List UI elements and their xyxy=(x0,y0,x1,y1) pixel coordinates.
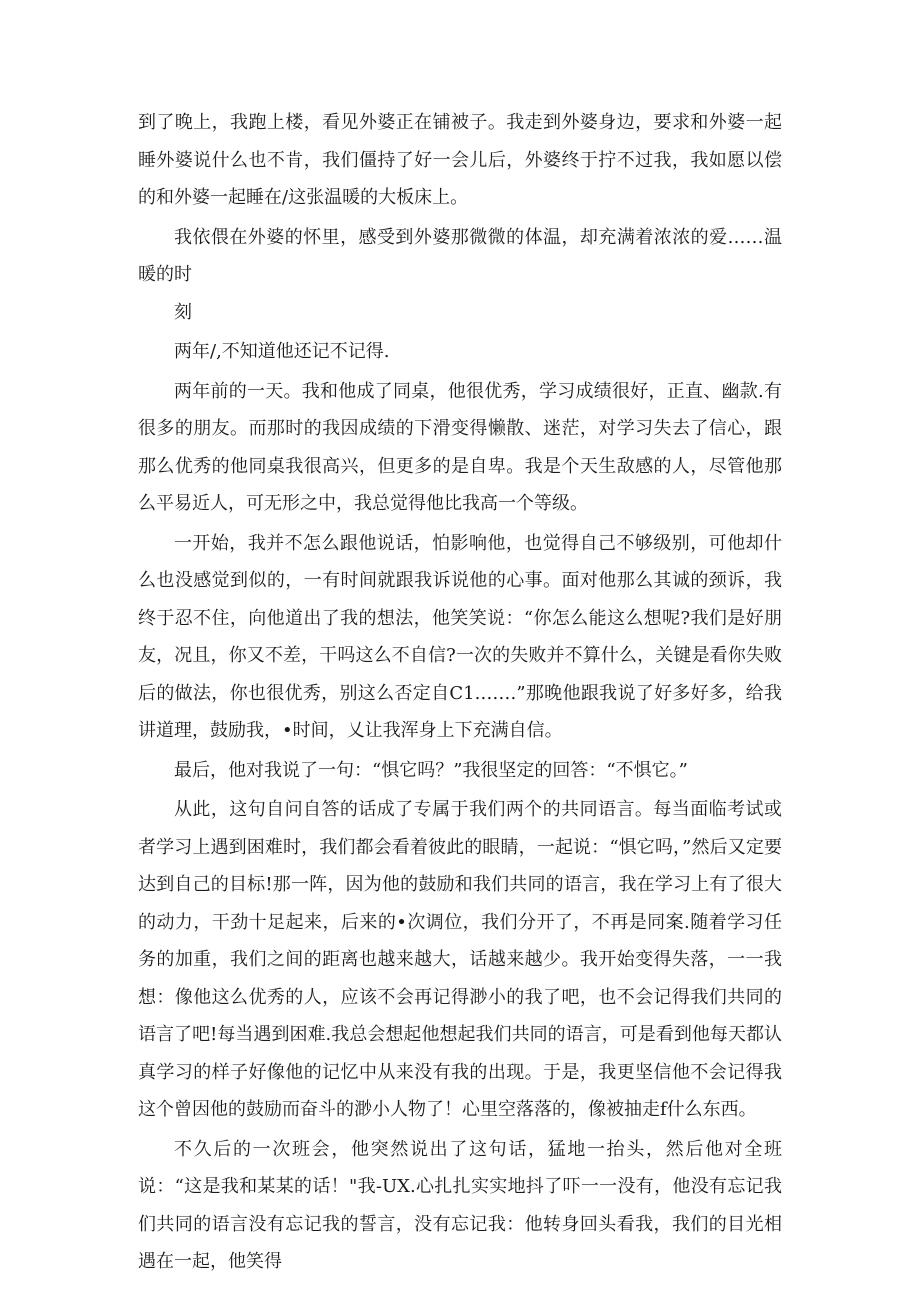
paragraph-7: 从此，这句自问自答的话成了专属于我们两个的共同语言。每当面临考试或者学习上遇到困难时，我们都会看着彼此的眼睛，一起说：“惧它吗，”然后又定要达到自己的目标!那一阵，因为他的鼓励和我们共同的语言，我在学习上有了很大的动力，干劲十足起来，后来的•次调位，我们分开了，不再是同案.随着学习任务的加重，我们之间的距离也越来越大，话越来越少。我开始变得失落，一一我想：像他这么优秀的人，应该不会再记得渺小的我了吧，也不会记得我们共同的语言了吧!每当遇到困难.我总会想起他想起我们共同的语言，可是看到他每天都认真学习的样子好像他的记忆中从来没有我的出现。于是，我更坚信他不会记得我这个曾因他的鼓励而奋斗的渺小人物了！心里空落落的，像被抽走f什么东西。 xyxy=(138,799,782,1120)
paragraph-5: 一开始，我并不怎么跟他说话，怕影响他，也觉得自己不够级别，可他却什么也没感觉到似的，一有时间就跟我诉说他的心事。面对他那么其诚的颈诉，我终于忍不住，向他道出了我的想法，他笑笑说：“你怎么能这么想呢?我们是好朋友，况且，你又不差，干吗这么不自信?一次的失败并不算什么，关键是看你失败后的做法，你也很优秀，别这么否定自C1.……”那晚他跟我说了好多好多，给我讲道理，鼓励我，•时间，乂让我浑身上下充满自信。 xyxy=(138,532,782,741)
document-page xyxy=(138,104,782,1281)
paragraph-3: 两年/,不知道他还记不记得. xyxy=(174,341,390,362)
paragraph-1: 到了晚上，我跑上楼，看见外婆正在铺被子。我走到外婆身边，要求和外婆一起睡外婆说什么也不肯，我们僵持了好一会儿后，外婆终于拧不过我，我如愿以偿的和外婆一起睡在/这张温暖的大板床上。 xyxy=(138,112,782,208)
paragraph-6: 最后，他对我说了一句：“惧它吗？”我很坚定的回答：“不惧它。” xyxy=(174,759,688,781)
paragraph-2: 我依偎在外婆的怀里，感受到外婆那微微的体温，却充满着浓浓的爱……温暖的时 xyxy=(138,226,782,285)
paragraph-2-continuation: 刻 xyxy=(174,301,192,323)
paragraph-8: 不久后的一次班会，他突然说出了这句话，猛地一抬头，然后他对全班说：“这是我和某某的话！"我-UX.心扎扎实实地抖了吓一一没有，他没有忘记我们共同的语言没有忘记我的誓言，没有忘记我：他转身回头看我，我们的目光相遇在一起，他笑得 xyxy=(138,1138,782,1272)
paragraph-4: 两年前的一天。我和他成了同桌，他很优秀，学习成绩很好，正直、幽款.有很多的朋友。而那时的我因成绩的下滑变得懒散、迷茫，对学习失去了信心，跟那么优秀的他同桌我很高兴，但更多的是自卑。我是个天生敌感的人，尽管他那么平易近人，可无形之中，我总觉得他比我高一个等级。 xyxy=(138,380,782,514)
